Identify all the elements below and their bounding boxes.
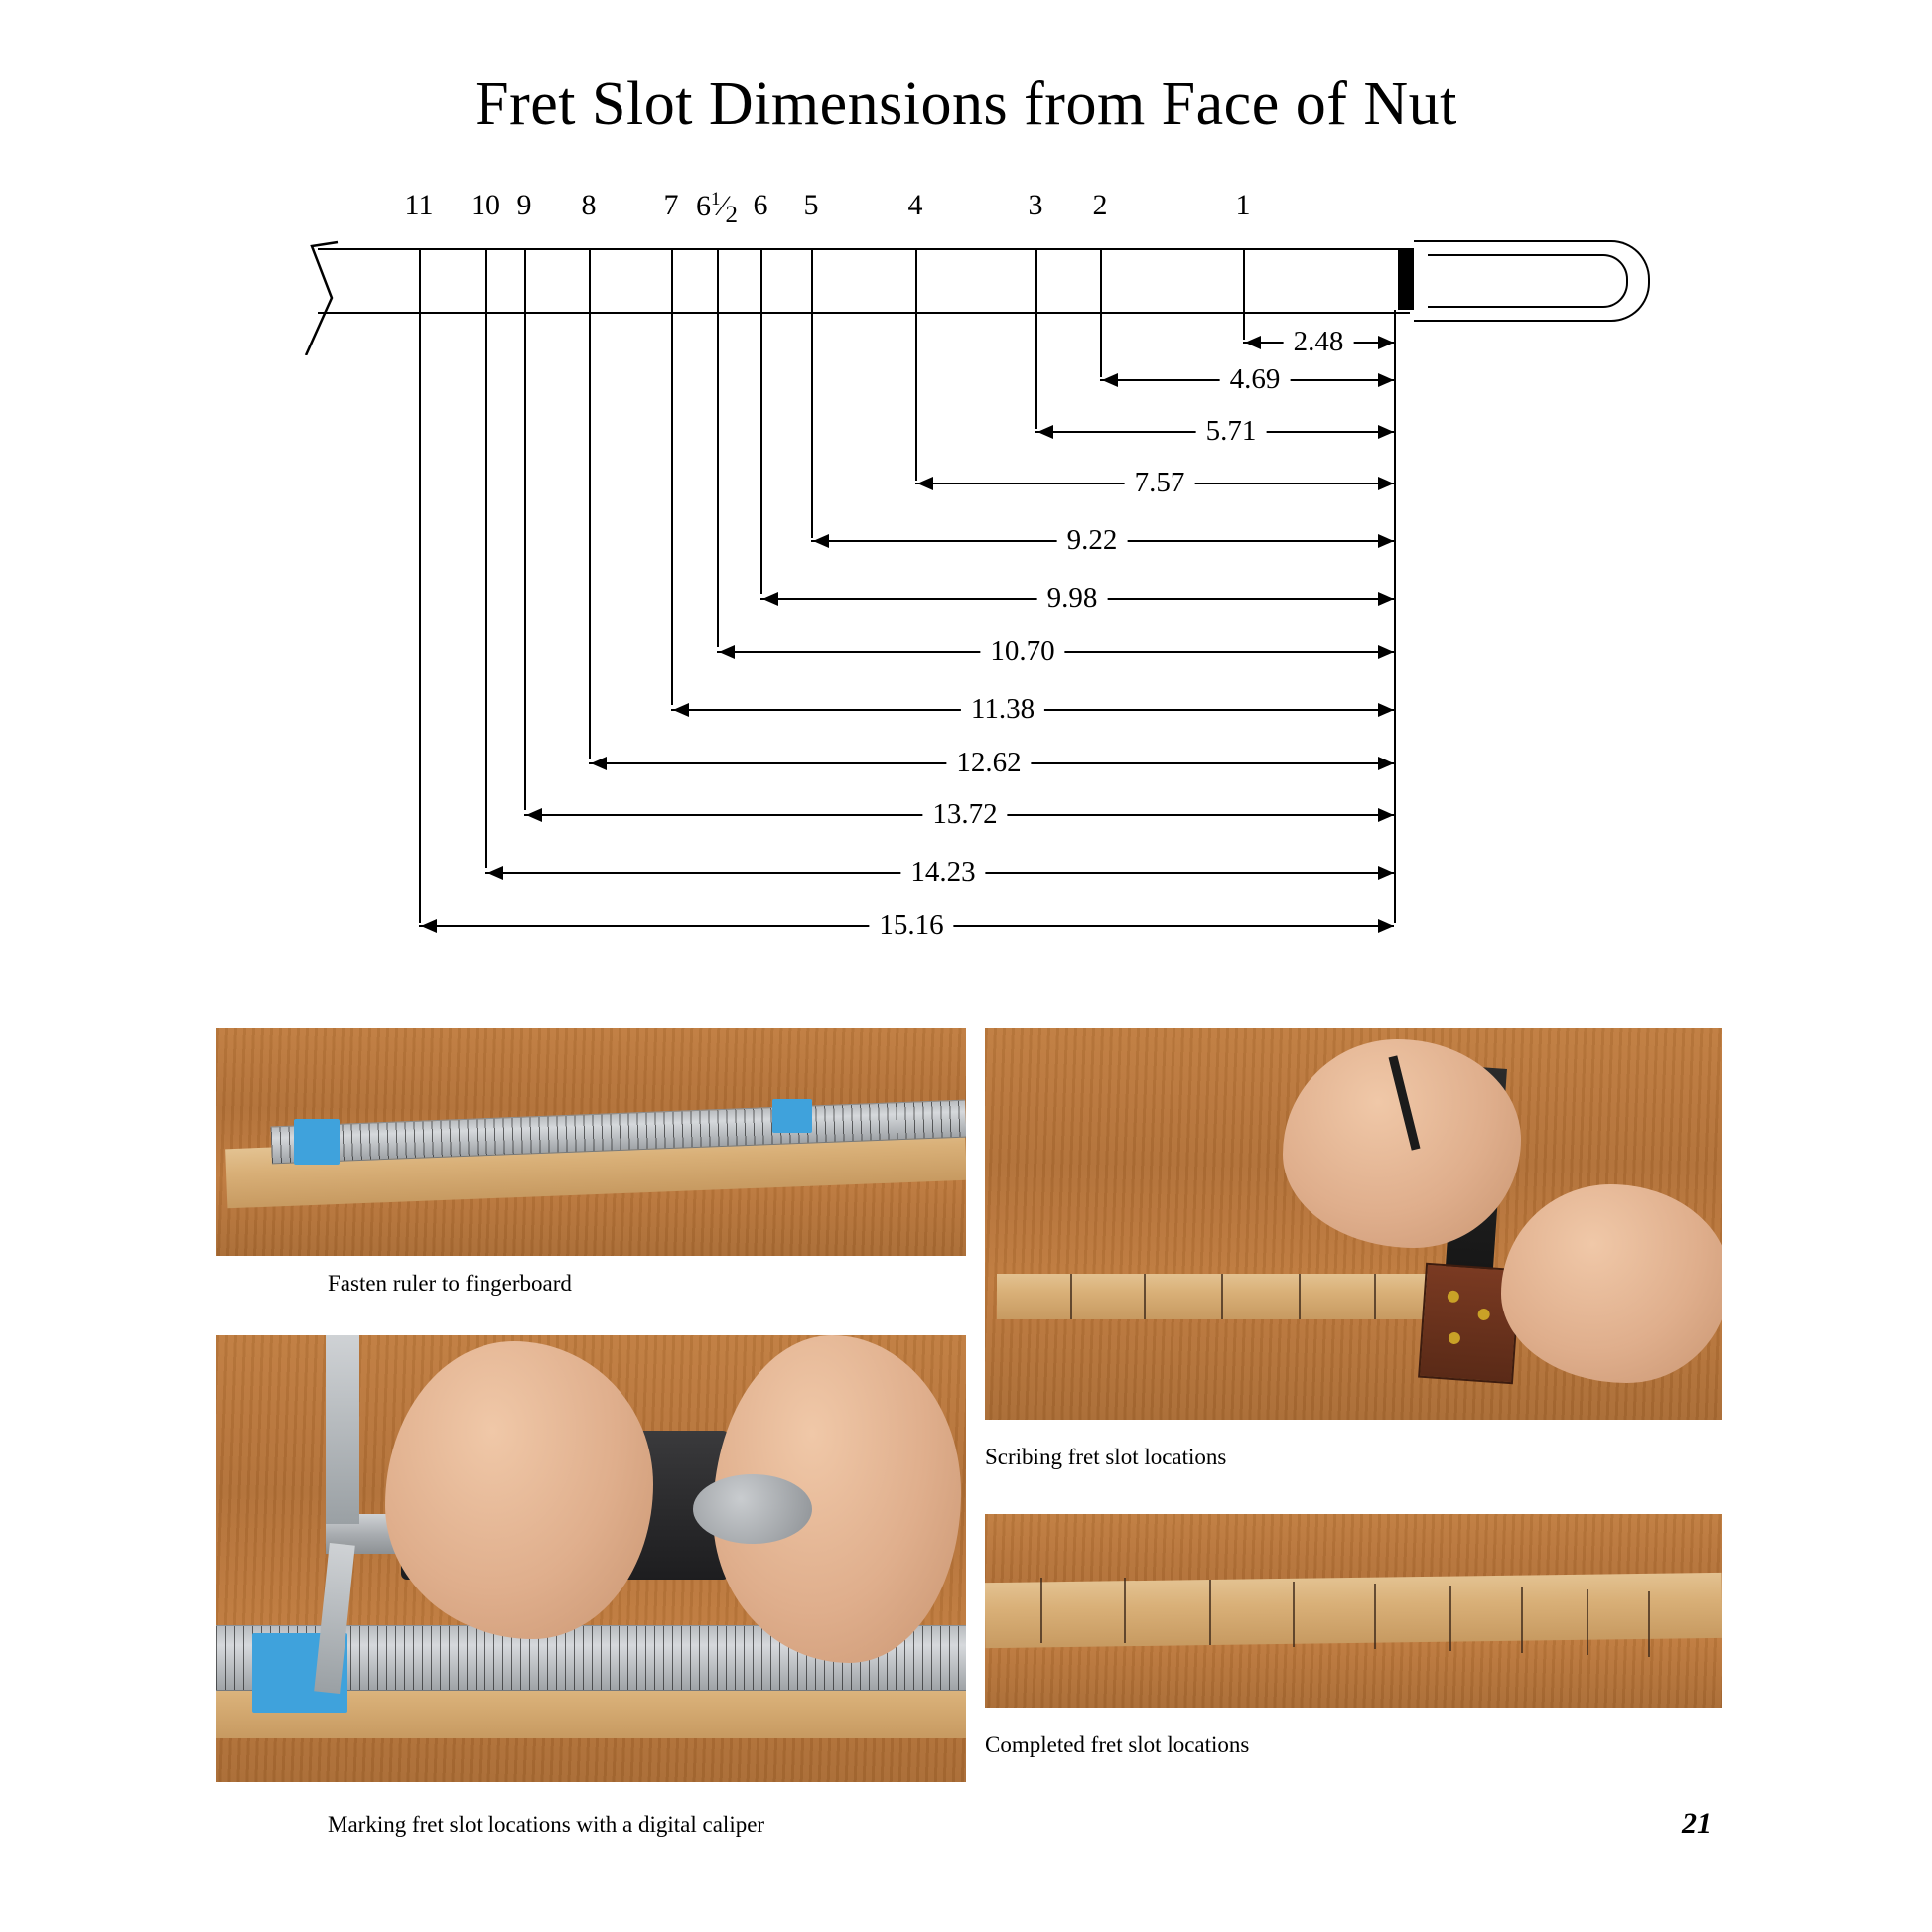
fingerboard-outline (318, 248, 1410, 314)
dimension-row-3 (0, 415, 1932, 449)
fret-label-9: 9 (516, 189, 532, 221)
fret-line-10 (485, 248, 487, 310)
slot-mark (1293, 1582, 1295, 1647)
fret-line-8 (589, 248, 591, 310)
slot-mark (1587, 1589, 1588, 1655)
dimension-value-2: 4.69 (1220, 363, 1291, 396)
dimension-value-11: 15.16 (869, 909, 953, 942)
fret-label-6-half: $6^1⁄_2$ (695, 189, 739, 228)
tape-left (294, 1119, 340, 1165)
dimension-row-5 (0, 524, 1932, 558)
tape-right (772, 1099, 812, 1133)
caliper-thumb-wheel[interactable] (693, 1474, 812, 1544)
fret-line-7 (671, 248, 673, 310)
fret-line-4 (915, 248, 917, 310)
dimension-value-10: 14.23 (900, 856, 985, 889)
dimension-value-7: 11.38 (961, 693, 1044, 726)
fret-label-6: 6 (753, 189, 768, 221)
slot-mark (1374, 1584, 1376, 1649)
figure-scribing (985, 1028, 1722, 1420)
fret-label-7: 7 (663, 189, 679, 221)
slot-mark (1648, 1591, 1650, 1657)
dimension-value-3: 5.71 (1196, 415, 1267, 448)
slot-mark (1040, 1578, 1042, 1643)
fret-line-11 (419, 248, 421, 310)
dimension-row-6-half (0, 635, 1932, 669)
slot-mark (1221, 1274, 1223, 1319)
figure-completed-slots (985, 1514, 1722, 1708)
dimension-row-9 (0, 798, 1932, 832)
brass-rivet-icon (1447, 1290, 1459, 1303)
page-title: Fret Slot Dimensions from Face of Nut (475, 70, 1457, 138)
figure-fasten-ruler (216, 1028, 966, 1256)
fret-line-1 (1243, 248, 1245, 310)
fret-label-5: 5 (803, 189, 819, 221)
dimension-value-5: 9.22 (1057, 524, 1128, 557)
headstock-inner-outline (1428, 254, 1628, 308)
hand-holding-square (1501, 1184, 1722, 1383)
fret-line-3 (1035, 248, 1037, 310)
slot-mark (1124, 1578, 1126, 1643)
dimension-row-7 (0, 693, 1932, 727)
caption-scribing: Scribing fret slot locations (985, 1445, 1227, 1469)
slot-mark (1299, 1274, 1301, 1319)
dimension-value-1: 2.48 (1284, 326, 1354, 358)
slot-mark (1449, 1586, 1451, 1651)
dimension-row-8 (0, 747, 1932, 780)
fret-label-11: 11 (404, 189, 434, 221)
caliper-upper-jaw (326, 1335, 359, 1524)
brass-rivet-icon (1449, 1332, 1461, 1345)
dimension-row-2 (0, 363, 1932, 397)
fret-label-4: 4 (907, 189, 923, 221)
nut-face (1398, 248, 1414, 310)
fret-line-5 (811, 248, 813, 310)
dimension-value-8: 12.62 (946, 747, 1031, 779)
slot-mark (1070, 1274, 1072, 1319)
dimension-value-4: 7.57 (1125, 467, 1195, 499)
hand-left (385, 1341, 653, 1639)
slot-mark (1209, 1580, 1211, 1645)
brass-rivet-icon (1477, 1309, 1490, 1321)
fret-line-6-half (717, 248, 719, 310)
dimension-row-10 (0, 856, 1932, 890)
dimension-value-9: 13.72 (922, 798, 1007, 831)
slot-mark (1374, 1274, 1376, 1319)
dimension-row-6 (0, 582, 1932, 616)
caption-caliper: Marking fret slot locations with a digital caliper (328, 1812, 765, 1837)
fret-line-2 (1100, 248, 1102, 310)
fret-label-2: 2 (1092, 189, 1108, 221)
hand-holding-pencil (1283, 1039, 1521, 1248)
slot-mark (1521, 1587, 1523, 1653)
fingerboard-blank (985, 1573, 1722, 1648)
dimension-row-1 (0, 326, 1932, 359)
dimension-value-6-half: 10.70 (980, 635, 1064, 668)
fret-label-8: 8 (581, 189, 597, 221)
fret-slot-diagram (0, 189, 1932, 973)
page-number: 21 (1682, 1807, 1712, 1840)
fret-line-9 (524, 248, 526, 310)
dimension-value-6: 9.98 (1037, 582, 1108, 615)
dimension-row-4 (0, 467, 1932, 500)
dimension-row-11 (0, 909, 1932, 943)
figure-caliper (216, 1335, 966, 1782)
fret-label-1: 1 (1235, 189, 1251, 221)
fret-label-3: 3 (1028, 189, 1043, 221)
caption-completed-slots: Completed fret slot locations (985, 1732, 1250, 1757)
slot-mark (1144, 1274, 1146, 1319)
fret-line-6 (760, 248, 762, 310)
fret-label-10: 10 (471, 189, 500, 221)
caption-fasten-ruler: Fasten ruler to fingerboard (328, 1271, 572, 1296)
